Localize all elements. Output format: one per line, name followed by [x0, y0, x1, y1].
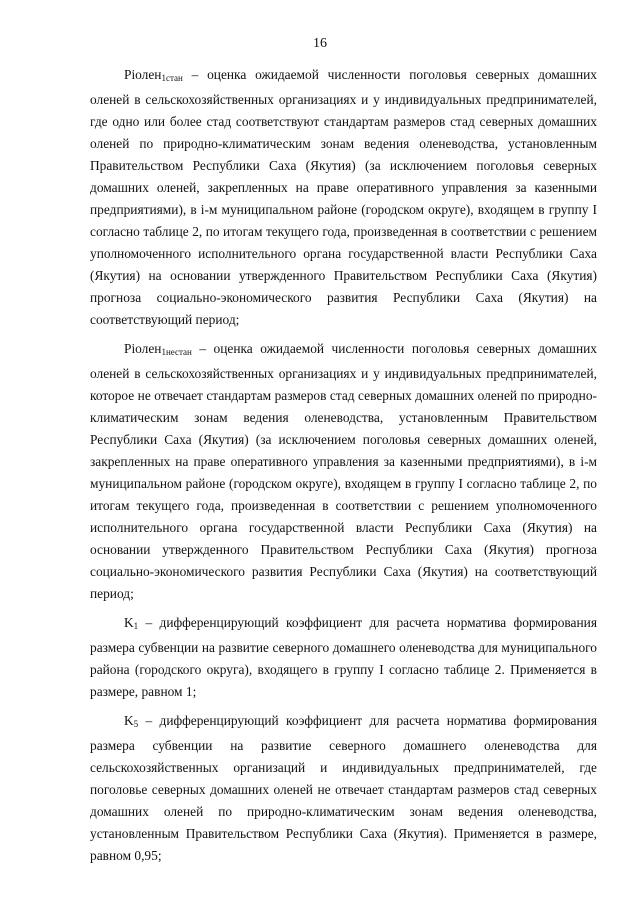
- definition-text: – оценка ожидаемой численности поголовья северных домашних оленей в сельскохозяйственных организациях и у индивидуальных предпринимателей, которое не отвечает стандартам размеров стад северных домашних оленей по природно-климатическим зонам ведения оленеводства, установленным Правительством Республики Саха (Якутия) (за исключением поголовья северных домашних оленей, закрепленных на праве оперативного управления за казенными предприятиями), в i-м муниципальном районе (городском округе), входящем в группу I согласно таблице 2, по итогам текущего года, произведенная в соответствии с решением уполномоченного исполнительного органа государственной власти Республики Саха (Якутия) на основании утвержденного Правительством Республики Саха (Якутия) прогноза социально-экономического развития Республики Саха (Якутия) на соответствующий период;: [90, 341, 597, 601]
- document-body: [90, 64, 597, 874]
- definition-paragraph-stan: [90, 64, 597, 331]
- definition-paragraph-k1: [90, 612, 597, 703]
- variable-subscript: 1стан: [161, 73, 183, 83]
- variable-symbol: Piолен: [124, 341, 162, 356]
- definition-text: – оценка ожидаемой численности поголовья северных домашних оленей в сельскохозяйственных организациях и у индивидуальных предпринимателей, где одно или более стад соответствуют стандартам размеров стад северных домашних оленей по природно-климатическим зонам ведения оленеводства, установленным Правительством Республики Саха (Якутия) (за исключением поголовья северных домашних оленей, закрепленных на праве оперативного управления за казенными предприятиями), в i-м муниципальном районе (городском округе), входящем в группу I согласно таблице 2, по итогам текущего года, произведенная в соответствии с решением уполномоченного исполнительного органа государственной власти Республики Саха (Якутия) на основании утвержденного Правительством Республики Саха (Якутия) прогноза социально-экономического развития Республики Саха (Якутия) на соответствующий период;: [90, 67, 597, 327]
- page-number: 16: [313, 36, 327, 51]
- definition-text: – дифференцирующий коэффициент для расчета норматива формирования размера субвенции на развитие северного домашнего оленеводства для сельскохозяйственных организаций и индивидуальных предпринимателей, где поголовье северных домашних оленей не отвечает стандартам размеров стад северных домашних оленей по природно-климатическим зонам ведения оленеводства, установленным Правительством Республики Саха (Якутия). Применяется в размере, равном 0,95;: [90, 713, 597, 863]
- variable-subscript: 1нестан: [161, 347, 192, 357]
- variable-subscript: 1: [133, 621, 139, 631]
- variable-symbol: K: [124, 713, 134, 728]
- variable-symbol: Piолен: [124, 67, 162, 82]
- definition-paragraph-k5: [90, 710, 597, 867]
- variable-symbol: K: [124, 615, 134, 630]
- definition-paragraph-nestan: [90, 338, 597, 605]
- definition-text: – дифференцирующий коэффициент для расчета норматива формирования размера субвенции на развитие северного домашнего оленеводства для муниципального района (городского округа), входящего в группу I согласно таблице 2. Применяется в размере, равном 1;: [90, 615, 597, 699]
- variable-subscript: 5: [133, 719, 139, 729]
